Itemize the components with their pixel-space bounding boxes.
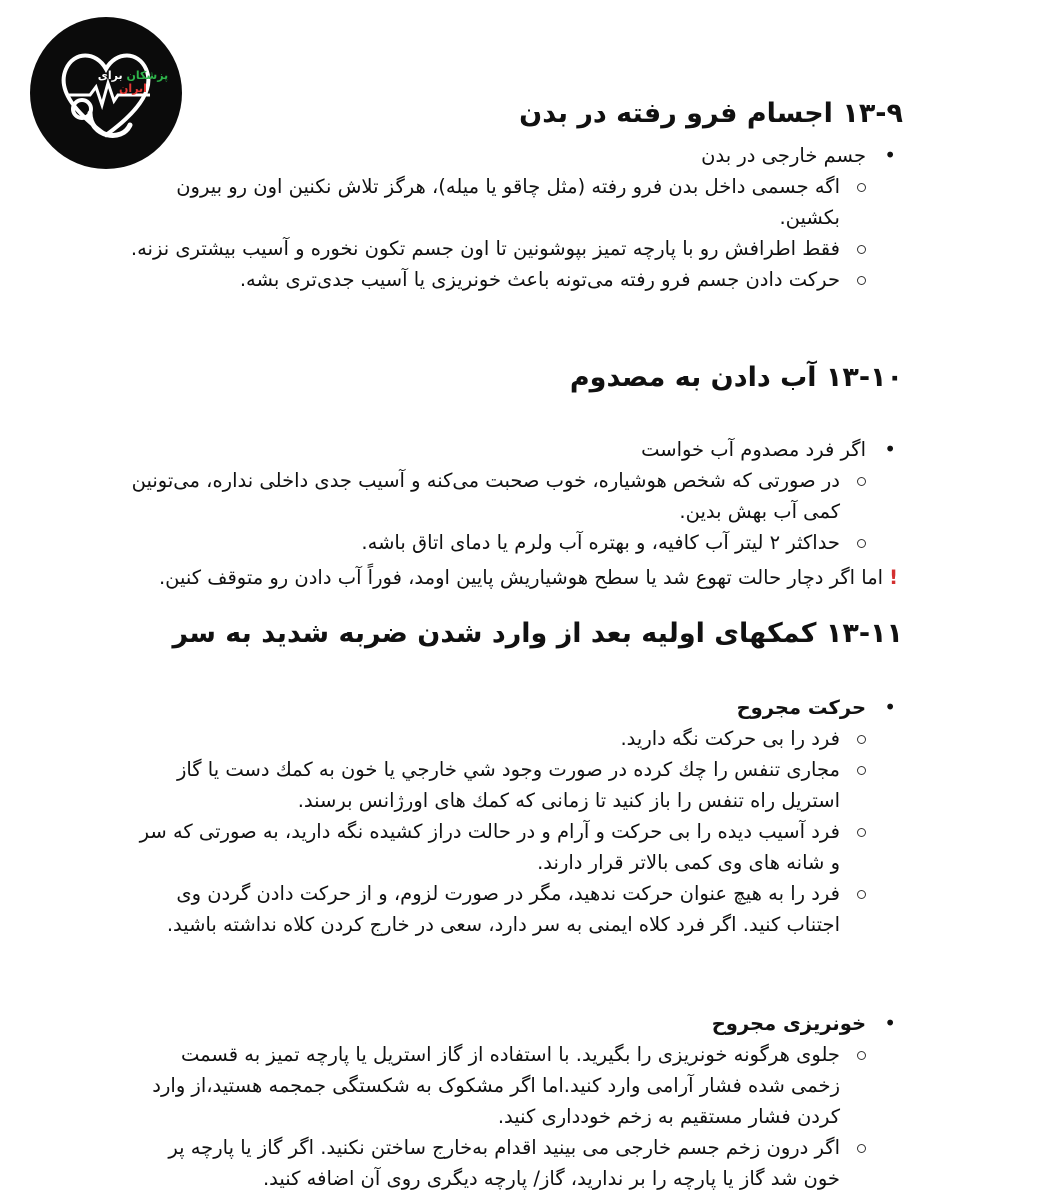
sub-list-item-text: فرد را به هیچ عنوان حرکت ندهید، مگر در صورت لزوم، و از حرکت دادن گردن وی اجتناب کنید. اگر فرد کلاه ایمنی به سر دارد، سعی در خارج کردن کلاه نداشته باشید.: [166, 882, 840, 936]
circle-bullet-icon: [857, 183, 866, 192]
list-item: [128, 1008, 896, 1194]
logo-text-white: برای: [97, 69, 123, 82]
list-item-label: حرکت مجروح: [736, 696, 866, 719]
circle-bullet-icon: [857, 1051, 866, 1060]
sub-list-item-text: جلوی هرگونه خونریزی را بگیرید. با استفاده از گاز استریل یا پارچه تمیز به قسمت زخمی شده فشار آرامی وارد کنید.اما اگر مشکوک به شکستگی جمجمه هستید،از وارد کردن فشار مستقیم به زخم خودداری کنید.: [152, 1043, 840, 1128]
circle-bullet-icon: [857, 1144, 866, 1153]
sub-list-item-text: فرد آسیب دیده را بی حرکت و آرام و در حالت دراز کشیده نگه دارید، به صورتی که سر و شانه های وی کمی بالاتر قرار دارند.: [139, 820, 840, 874]
sub-list-item-text: فرد را بی حرکت نگه دارید.: [620, 727, 840, 750]
list-item-label: جسم خارجی در بدن: [701, 144, 866, 167]
sub-list-item-text: حرکت دادن جسم فرو رفته می‌تونه باعث خونریزی یا آسیب جدی‌تری بشه.: [239, 268, 840, 291]
sub-list-item-text: اگر درون زخم جسم خارجی می بینید اقدام به‌خارج ساختن نکنید. اگر گاز یا پارچه پر خون شد گاز یا پارچه را بر ندارید، گاز/ پارچه دیگری روی آن اضافه کنید.: [168, 1136, 840, 1190]
sub-list-item: [128, 1039, 866, 1132]
sub-list-item-text: مجاری تنفس را چك كرده در صورت وجود شي خارجي يا خون به كمك دست يا گاز استريل راه تنفس را باز كنيد تا زمانى كه كمك هاى اورژانس برسند.: [176, 758, 840, 812]
circle-bullet-icon: [857, 766, 866, 775]
section-list-13-11-bleeding: [128, 1008, 896, 1194]
circle-bullet-icon: [857, 477, 866, 486]
sub-list-item-text: اگه جسمی داخل بدن فرو رفته (مثل چاقو یا میله)، هرگز تلاش نکنین اون رو بیرون بکشین.: [176, 175, 840, 229]
sub-list-item: [128, 754, 866, 816]
circle-bullet-icon: [857, 539, 866, 548]
sub-list-item: [128, 816, 866, 878]
sub-list-item: [128, 465, 866, 527]
bullet-icon: •: [884, 437, 896, 461]
circle-bullet-icon: [857, 890, 866, 899]
sub-list-item: [128, 723, 866, 754]
bullet-icon: •: [884, 143, 896, 167]
list-item-label: خونریزی مجروح: [711, 1012, 866, 1035]
logo-text-green: پزشکان: [126, 69, 169, 82]
list-item: [128, 692, 896, 940]
sub-list: [128, 723, 866, 940]
sub-list-item-text: فقط اطرافش رو با پارچه تمیز بپوشونین تا اون جسم تکون نخوره و آسیب بیشتری نزنه.: [130, 237, 840, 260]
bullet-icon: •: [884, 1011, 896, 1035]
circle-bullet-icon: [857, 245, 866, 254]
circle-bullet-icon: [857, 735, 866, 744]
warning-note: [158, 562, 898, 593]
bullet-icon: •: [884, 695, 896, 719]
logo-text-red: ایران: [119, 82, 147, 95]
section-heading-13-10: ۱۳-۱۰ آب دادن به مصدوم: [569, 362, 903, 393]
sub-list-item: [128, 171, 866, 233]
section-list-13-10: [128, 434, 896, 558]
list-item: [128, 434, 896, 558]
sub-list-item: [128, 264, 866, 295]
sub-list: [128, 1039, 866, 1194]
section-heading-13-11: ۱۳-۱۱ کمکهای اولیه بعد از وارد شدن ضربه شدید به سر: [172, 618, 903, 649]
sub-list-item-text: حداکثر ۲ لیتر آب کافیه، و بهتره آب ولرم یا دمای اتاق باشه.: [361, 531, 840, 554]
section-heading-13-9: ۱۳-۹ اجسام فرو رفته در بدن: [519, 98, 903, 129]
sub-list-item: [128, 878, 866, 940]
exclamation-icon: !: [889, 566, 898, 589]
list-item-label: اگر فرد مصدوم آب خواست: [641, 438, 866, 461]
section-list-13-9: [128, 140, 896, 295]
circle-bullet-icon: [857, 828, 866, 837]
sub-list-item: [128, 1132, 866, 1194]
warning-text: اما اگر دچار حالت تهوع شد یا سطح هوشیاریش پایین اومد، فوراً آب دادن رو متوقف کنین.: [158, 566, 884, 589]
sub-list: [128, 465, 866, 558]
list-item: [128, 140, 896, 295]
section-list-13-11: [128, 692, 896, 940]
sub-list-item-text: در صورتی که شخص هوشیاره، خوب صحبت می‌کنه و آسیب جدی داخلی نداره، می‌تونین کمی آب بهش بدین.: [131, 469, 840, 523]
circle-bullet-icon: [857, 276, 866, 285]
sub-list-item: [128, 233, 866, 264]
sub-list-item: [128, 527, 866, 558]
sub-list: [128, 171, 866, 295]
